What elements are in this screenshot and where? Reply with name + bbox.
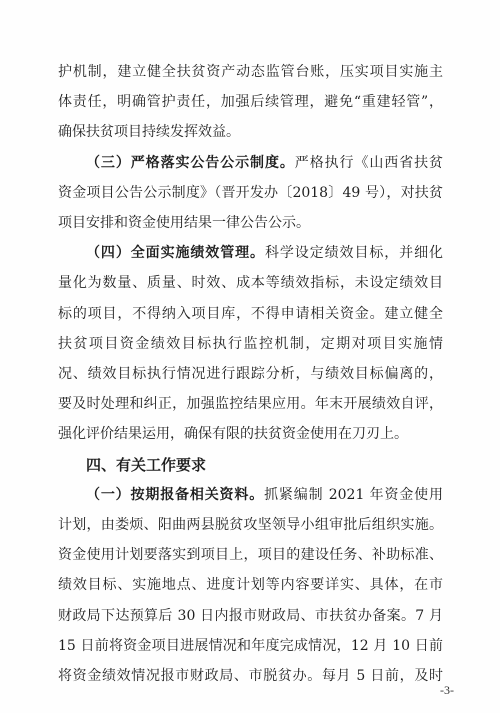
paragraph-heading-line xyxy=(86,482,443,508)
text-line: 资金使用计划要落实到项目上，项目的建设任务、补助标准、 xyxy=(58,547,443,564)
paragraph-heading: （三）严格落实公告公示制度。 xyxy=(86,154,295,171)
text-line: 计划，由娄烦、阳曲两县脱贫攻坚领导小组审批后组织实施。 xyxy=(58,517,443,533)
text-line: 15 日前将资金项目进展情况和年度完成情况，12 月 10 日前 xyxy=(58,637,443,654)
text-line: 绩效目标、实施地点、进度计划等内容要详实、具体，在市 xyxy=(58,577,443,594)
paragraph-heading: （一）按期报备相关资料。 xyxy=(86,486,265,503)
text-line: 财政局下达预算后 30 日内报市财政局、市扶贫办备案。7 月 xyxy=(58,607,443,624)
text-line: 体责任，明确管护责任，加强后续管理，避免“重建轻管”， xyxy=(58,94,443,111)
text-line: 资金项目公告公示制度》（晋开发办〔2018〕49 号），对扶贫 xyxy=(58,184,443,201)
paragraph-heading: （四）全面实施绩效管理。 xyxy=(86,245,265,262)
text-line: 标的项目，不得纳入项目库，不得申请相关资金。建立健全 xyxy=(58,305,443,322)
text-span: 科学设定绩效目标，并细化 xyxy=(264,245,444,262)
text-line: 扶贫项目资金绩效目标执行监控机制，定期对项目实施情 xyxy=(58,335,443,352)
text-line: 将资金绩效情况报市财政局、市脱贫办。每月 5 日前，及时 xyxy=(58,668,443,684)
text-line: 量化为数量、质量、时效、成本等绩效指标，未设定绩效目 xyxy=(58,275,443,292)
text-line: 项目安排和资金使用结果一律公告公示。 xyxy=(58,215,310,231)
paragraph-heading-line xyxy=(86,150,443,176)
text-line: 要及时处理和纠正，加强监控结果应用。年末开展绩效自评， xyxy=(58,396,443,413)
paragraph-heading-line xyxy=(86,240,443,266)
text-line: 强化评价结果运用，确保有限的扶贫资金使用在刀刃上。 xyxy=(58,426,408,443)
text-span: 严格执行《山西省扶贫 xyxy=(294,154,444,171)
text-line: 确保扶贫项目持续发挥效益。 xyxy=(58,124,240,141)
page-number: -3- xyxy=(440,683,454,697)
text-span: 抓紧编制 2021 年资金使用 xyxy=(264,486,444,503)
text-line: 护机制，建立健全扶贫资产动态监管台账，压实项目实施主 xyxy=(58,64,443,80)
text-line: 况、绩效目标执行情况进行跟踪分析，与绩效目标偏离的， xyxy=(58,366,443,382)
section-title: 四、有关工作要求 xyxy=(86,455,207,474)
